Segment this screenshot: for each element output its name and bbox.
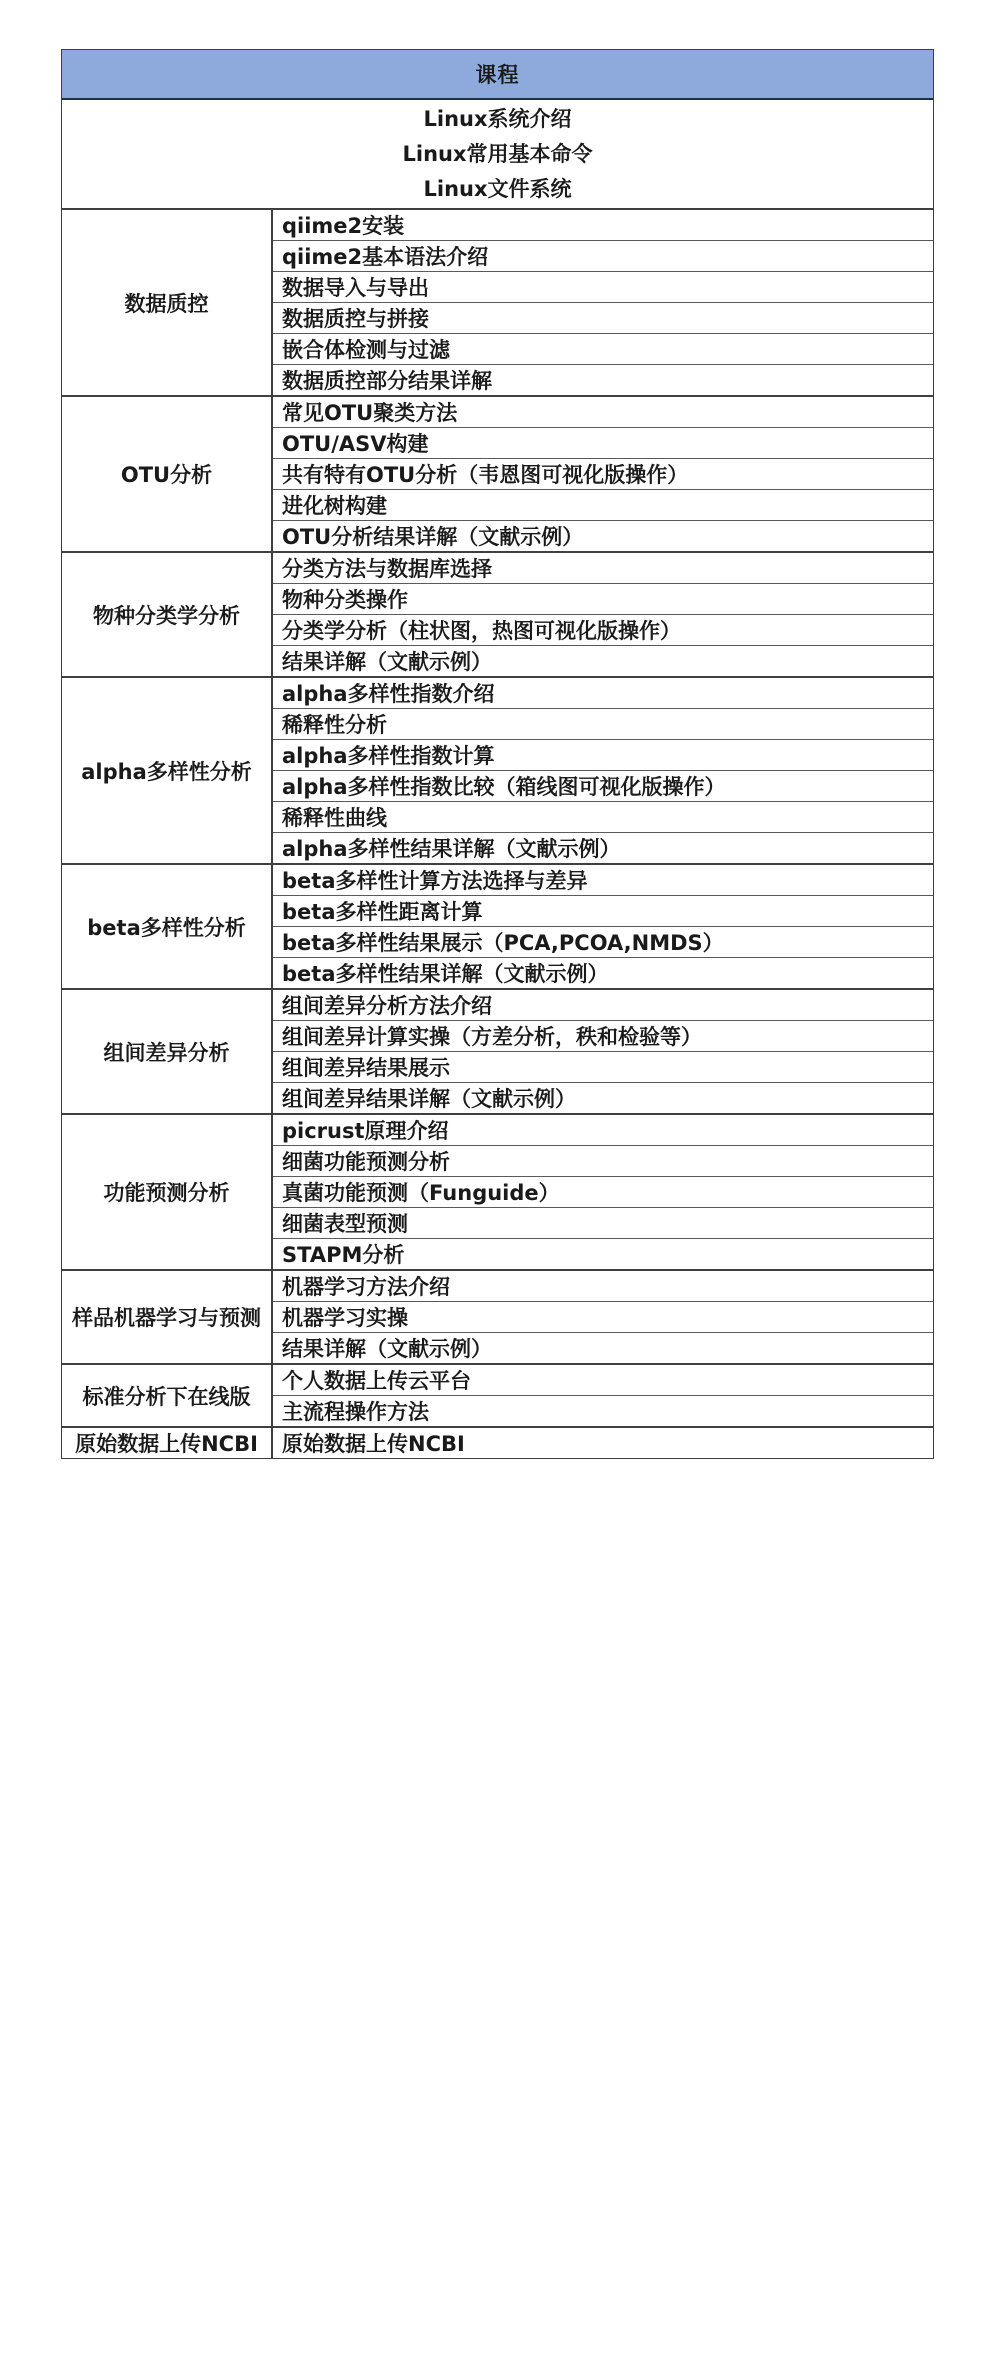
course-table xyxy=(61,49,934,1459)
section-row xyxy=(62,990,933,1115)
section-label-cell: beta多样性分析 xyxy=(62,865,273,988)
course-item-cell: 组间差异结果展示 xyxy=(273,1052,933,1083)
section-items xyxy=(273,553,933,676)
section-label-cell: 标准分析下在线版 xyxy=(62,1365,273,1426)
course-item-cell: 组间差异结果详解（文献示例） xyxy=(282,1087,576,1111)
section-items xyxy=(273,1115,933,1269)
course-item-cell: 细菌表型预测 xyxy=(273,1208,933,1239)
section-items xyxy=(273,865,933,988)
section-label-cell: 样品机器学习与预测 xyxy=(62,1271,273,1363)
section-label-cell: alpha多样性分析 xyxy=(62,678,273,863)
course-item-cell: beta多样性结果详解（文献示例） xyxy=(282,962,609,986)
course-item-cell: 主流程操作方法 xyxy=(282,1400,429,1424)
course-item-cell: 数据导入与导出 xyxy=(273,272,933,303)
section-row xyxy=(62,865,933,990)
course-item-cell: 结果详解（文献示例） xyxy=(282,1337,492,1361)
section-label-cell: 原始数据上传NCBI xyxy=(62,1428,273,1458)
section-items xyxy=(273,1428,933,1458)
course-item-cell: beta多样性计算方法选择与差异 xyxy=(273,865,933,896)
course-item-cell: picrust原理介绍 xyxy=(273,1115,933,1146)
course-item-cell: OTU分析结果详解（文献示例） xyxy=(282,525,584,549)
course-item-cell: alpha多样性结果详解（文献示例） xyxy=(282,837,621,861)
sections xyxy=(62,210,933,1458)
intro-cell xyxy=(62,100,933,210)
section-row xyxy=(62,1365,933,1428)
course-item-cell: alpha多样性指数介绍 xyxy=(273,678,933,709)
course-item-cell: 组间差异计算实操（方差分析，秩和检验等） xyxy=(273,1021,933,1052)
intro-line: Linux文件系统 xyxy=(423,176,572,201)
section-row xyxy=(62,1271,933,1365)
section-row xyxy=(62,210,933,397)
course-item-cell: 细菌功能预测分析 xyxy=(273,1146,933,1177)
course-item-cell: 物种分类操作 xyxy=(273,584,933,615)
course-item-cell: 稀释性分析 xyxy=(273,709,933,740)
course-item-cell: 原始数据上传NCBI xyxy=(282,1432,465,1456)
section-row xyxy=(62,1115,933,1271)
course-item-cell: 进化树构建 xyxy=(273,490,933,521)
section-items xyxy=(273,1271,933,1363)
course-item-cell: 分类学分析（柱状图，热图可视化版操作） xyxy=(273,615,933,646)
course-item-cell: 机器学习方法介绍 xyxy=(273,1271,933,1302)
course-item-cell: 个人数据上传云平台 xyxy=(273,1365,933,1396)
section-items xyxy=(273,1365,933,1426)
section-label-cell: 功能预测分析 xyxy=(62,1115,273,1269)
course-item-cell: 数据质控与拼接 xyxy=(273,303,933,334)
course-item-cell: qiime2安装 xyxy=(273,210,933,241)
course-item-cell: 稀释性曲线 xyxy=(273,802,933,833)
section-label-cell: 数据质控 xyxy=(62,210,273,395)
course-item-cell: STAPM分析 xyxy=(282,1243,405,1267)
course-item-cell: 常见OTU聚类方法 xyxy=(273,397,933,428)
intro-line: Linux常用基本命令 xyxy=(402,141,593,166)
course-item-cell: beta多样性结果展示（PCA,PCOA,NMDS） xyxy=(273,927,933,958)
course-item-cell: 机器学习实操 xyxy=(273,1302,933,1333)
section-row xyxy=(62,1428,933,1458)
course-item-cell: 嵌合体检测与过滤 xyxy=(273,334,933,365)
section-items xyxy=(273,678,933,863)
section-items xyxy=(273,397,933,551)
course-item-cell: qiime2基本语法介绍 xyxy=(273,241,933,272)
section-row xyxy=(62,397,933,553)
course-item-cell: 组间差异分析方法介绍 xyxy=(273,990,933,1021)
intro-line: Linux系统介绍 xyxy=(423,106,572,131)
course-item-cell: alpha多样性指数比较（箱线图可视化版操作） xyxy=(273,771,933,802)
section-label-cell: 物种分类学分析 xyxy=(62,553,273,676)
course-item-cell: alpha多样性指数计算 xyxy=(273,740,933,771)
course-item-cell: 分类方法与数据库选择 xyxy=(273,553,933,584)
course-item-cell: 共有特有OTU分析（韦恩图可视化版操作） xyxy=(273,459,933,490)
section-label-cell: OTU分析 xyxy=(62,397,273,551)
section-label-cell: 组间差异分析 xyxy=(62,990,273,1113)
section-items xyxy=(273,210,933,395)
section-row xyxy=(62,678,933,865)
course-item-cell: beta多样性距离计算 xyxy=(273,896,933,927)
course-item-cell: OTU/ASV构建 xyxy=(273,428,933,459)
course-item-cell: 数据质控部分结果详解 xyxy=(282,369,492,393)
section-items xyxy=(273,990,933,1113)
course-item-cell: 真菌功能预测（Funguide） xyxy=(273,1177,933,1208)
course-item-cell: 结果详解（文献示例） xyxy=(282,650,492,674)
section-row xyxy=(62,553,933,678)
table-header-cell: 课程 xyxy=(62,50,933,100)
